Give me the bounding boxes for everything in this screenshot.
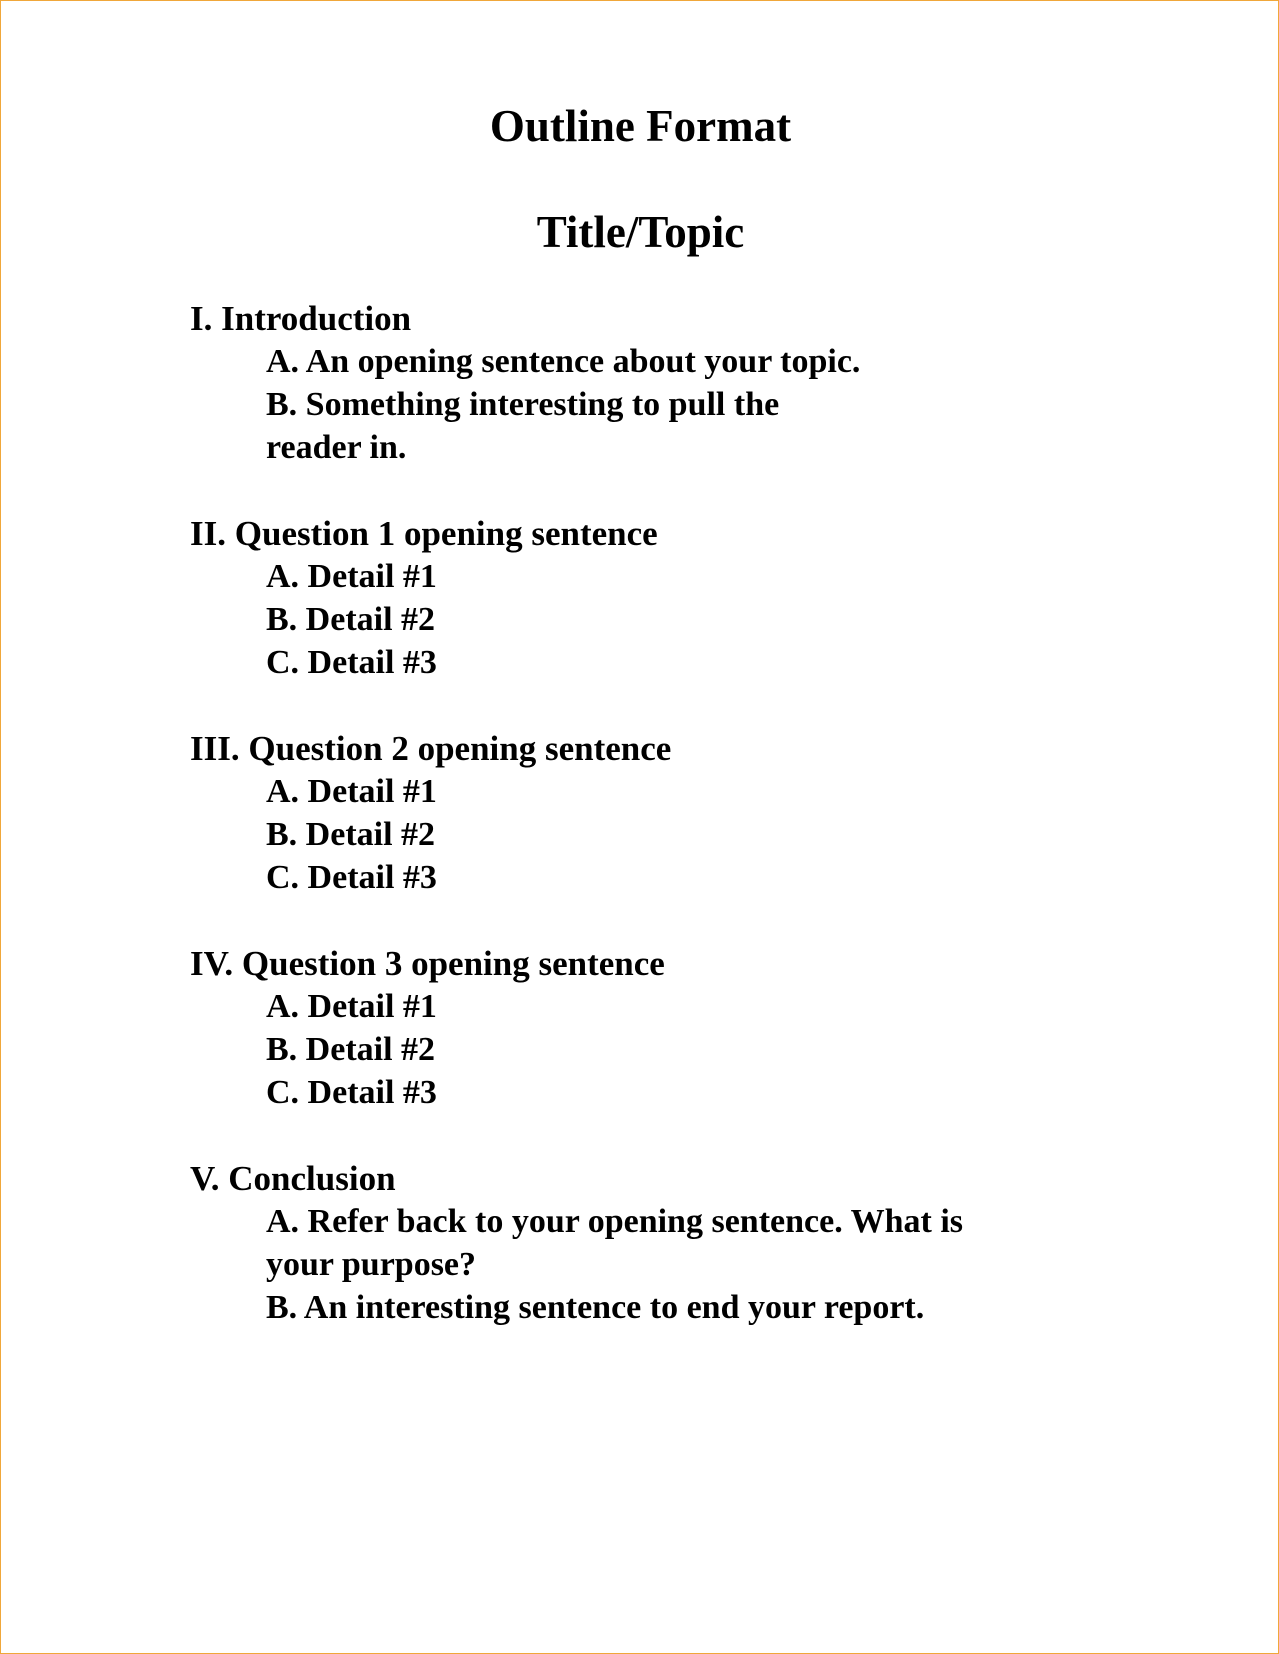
outline-item: C. Detail #3 bbox=[266, 644, 437, 681]
section-numeral: IV. bbox=[190, 944, 234, 983]
section-title: Question 1 opening sentence bbox=[234, 514, 658, 553]
outline-item: A. Detail #1 bbox=[266, 988, 437, 1025]
outline-section-question-2 bbox=[190, 727, 1090, 899]
outline-item: B. An interesting sentence to end your report. bbox=[266, 1289, 925, 1326]
section-title: Introduction bbox=[221, 299, 412, 338]
section-heading bbox=[190, 942, 1090, 985]
section-title: Question 3 opening sentence bbox=[241, 944, 665, 983]
section-heading bbox=[190, 297, 1090, 340]
outline-item: A. Detail #1 bbox=[266, 558, 437, 595]
outline-item: B. Something interesting to pull the reader in. bbox=[266, 386, 780, 466]
outline-item: A. Detail #1 bbox=[266, 773, 437, 810]
section-heading bbox=[190, 512, 1090, 555]
section-heading bbox=[190, 1157, 1090, 1200]
section-numeral: V. bbox=[190, 1159, 220, 1198]
outline-section-introduction bbox=[190, 297, 1090, 469]
outline-item: C. Detail #3 bbox=[266, 1074, 437, 1111]
section-title: Question 2 opening sentence bbox=[248, 729, 672, 768]
section-numeral: III. bbox=[190, 729, 240, 768]
outline-section-conclusion bbox=[190, 1157, 1090, 1329]
outline-section-question-1 bbox=[190, 512, 1090, 684]
outline-item: C. Detail #3 bbox=[266, 859, 437, 896]
document-topic: Title/Topic bbox=[536, 207, 745, 257]
outline-item: A. An opening sentence about your topic. bbox=[266, 343, 861, 380]
section-heading bbox=[190, 727, 1090, 770]
section-numeral: II. bbox=[190, 514, 226, 553]
section-numeral: I. bbox=[190, 299, 213, 338]
outline-item: B. Detail #2 bbox=[266, 1031, 436, 1068]
document-title: Outline Format bbox=[489, 101, 792, 151]
outline-item: A. Refer back to your opening sentence. What is your purpose? bbox=[266, 1203, 963, 1283]
outline-list bbox=[190, 297, 1090, 1372]
outline-item: B. Detail #2 bbox=[266, 601, 436, 638]
outline-section-question-3 bbox=[190, 942, 1090, 1114]
outline-item: B. Detail #2 bbox=[266, 816, 436, 853]
section-title: Conclusion bbox=[228, 1159, 396, 1198]
